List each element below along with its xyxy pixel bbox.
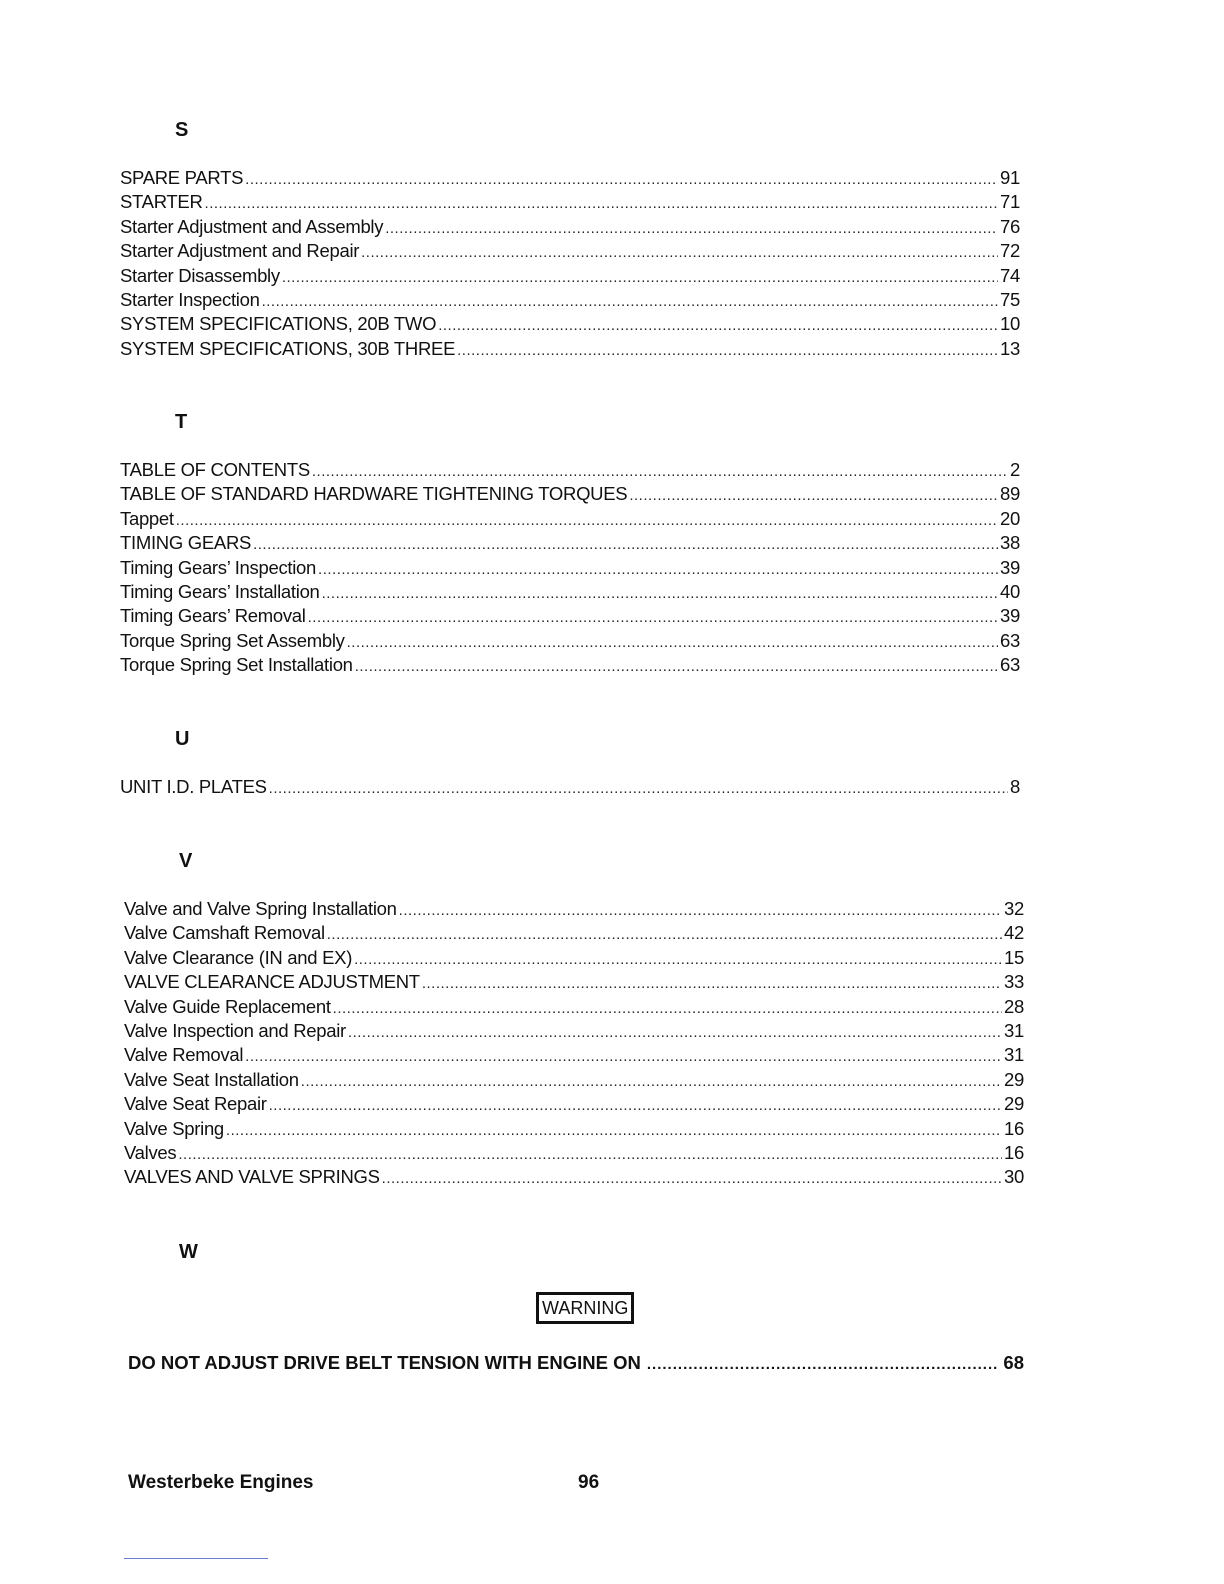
- entry-page: 2: [1010, 459, 1020, 480]
- entry-title: Valve Seat Repair: [124, 1093, 267, 1115]
- dot-leader: [348, 1019, 1002, 1045]
- entry-page: 63: [1000, 629, 1020, 651]
- entry-page: 15: [1004, 946, 1024, 968]
- entry-title: Starter Adjustment and Assembly: [120, 215, 384, 237]
- index-entry: [124, 897, 1024, 921]
- entry-list: [120, 775, 1020, 799]
- entry-title: Starter Disassembly: [120, 264, 280, 286]
- entry-page: 31: [1004, 1019, 1024, 1041]
- dot-leader: [318, 556, 998, 582]
- entry-page: 75: [1000, 288, 1020, 310]
- dot-leader: [245, 1043, 1002, 1069]
- dot-leader: [269, 1092, 1002, 1118]
- entry-page: 89: [1000, 483, 1020, 505]
- entry-page: 39: [1000, 605, 1020, 627]
- index-entry: [124, 1165, 1024, 1189]
- entry-title: Timing Gears’ Inspection: [120, 556, 317, 578]
- entry-title: Starter Inspection: [120, 288, 260, 310]
- section-letter: V: [179, 850, 193, 872]
- dot-leader: [354, 946, 1002, 972]
- dot-leader: [355, 653, 998, 679]
- entry-title: Valve Removal: [124, 1044, 244, 1066]
- dot-leader: [333, 995, 1002, 1021]
- entry-title: Valve Clearance (IN and EX): [124, 946, 353, 968]
- dot-leader: [226, 1117, 1002, 1143]
- entry-title: Valve Inspection and Repair: [124, 1019, 346, 1041]
- index-entry: [120, 775, 1020, 799]
- entry-title: Torque Spring Set Installation: [120, 654, 353, 676]
- dot-leader: [322, 580, 998, 606]
- entry-title: VALVE CLEARANCE ADJUSTMENT: [124, 971, 420, 993]
- entry-title: STARTER: [120, 191, 203, 213]
- entry-title: TABLE OF CONTENTS: [120, 459, 310, 480]
- index-entry: [124, 921, 1024, 945]
- entry-title: Torque Spring Set Assembly: [120, 629, 345, 651]
- entry-title: Timing Gears’ Installation: [120, 580, 320, 602]
- entry-title: SYSTEM SPECIFICATIONS, 30B THREE: [120, 337, 456, 359]
- dot-leader: [253, 531, 998, 557]
- warning-entry: [128, 1352, 1024, 1374]
- dot-leader: [647, 1352, 998, 1374]
- entry-page: 10: [1000, 313, 1020, 335]
- dot-leader: [347, 629, 998, 655]
- entry-title: Valves: [124, 1141, 177, 1163]
- index-entry: [124, 1068, 1024, 1092]
- entry-page: 16: [1004, 1117, 1024, 1139]
- index-entry: [120, 531, 1020, 555]
- entry-page: 13: [1000, 337, 1020, 359]
- entry-title: Timing Gears’ Removal: [120, 605, 306, 627]
- index-entry: [120, 166, 1020, 190]
- dot-leader: [327, 921, 1002, 947]
- index-section-t: [120, 410, 1020, 678]
- entry-title: Tappet: [120, 507, 174, 529]
- dot-leader: [282, 264, 998, 290]
- entry-page: 72: [1000, 240, 1020, 262]
- dot-leader: [176, 507, 998, 533]
- index-entry: [120, 580, 1020, 604]
- dot-leader: [262, 288, 998, 314]
- entry-title: SPARE PARTS: [120, 167, 244, 188]
- entry-page: 39: [1000, 556, 1020, 578]
- entry-list: [120, 458, 1020, 678]
- entry-page: 91: [1000, 167, 1020, 188]
- entry-title: Valve Seat Installation: [124, 1068, 299, 1090]
- entry-page: 29: [1004, 1068, 1024, 1090]
- footer-rule: [124, 1558, 268, 1559]
- dot-leader: [361, 239, 998, 265]
- index-entry: [124, 1019, 1024, 1043]
- dot-leader: [245, 166, 998, 192]
- entry-title: VALVES AND VALVE SPRINGS: [124, 1166, 380, 1188]
- entry-page: 28: [1004, 995, 1024, 1017]
- warning-badge: WARNING: [536, 1292, 634, 1324]
- index-entry: [120, 507, 1020, 531]
- dot-leader: [312, 458, 1008, 484]
- index-entry: [120, 190, 1020, 214]
- index-section-s: [120, 118, 1020, 361]
- dot-leader: [385, 215, 998, 241]
- dot-leader: [308, 604, 998, 630]
- entry-page: 30: [1004, 1166, 1024, 1188]
- entry-page: 29: [1004, 1093, 1024, 1115]
- entry-page: 68: [1003, 1352, 1024, 1373]
- entry-title: DO NOT ADJUST DRIVE BELT TENSION WITH ENGINE ON: [128, 1352, 641, 1373]
- entry-title: Valve Guide Replacement: [124, 995, 331, 1017]
- section-letter: T: [175, 411, 188, 433]
- index-entry: [120, 239, 1020, 263]
- dot-leader: [269, 775, 1008, 801]
- entry-title: TABLE OF STANDARD HARDWARE TIGHTENING TORQUES: [120, 483, 628, 505]
- index-entry: [120, 215, 1020, 239]
- index-entry: [120, 458, 1020, 482]
- index-entry: [124, 1092, 1024, 1116]
- section-letter: U: [175, 728, 190, 750]
- index-section-u: [120, 727, 1020, 799]
- section-letter: W: [179, 1241, 198, 1263]
- index-entry: [124, 970, 1024, 994]
- index-entry: [120, 288, 1020, 312]
- index-entry: [120, 629, 1020, 653]
- index-section-v: [124, 849, 1024, 1190]
- entry-page: 33: [1004, 971, 1024, 993]
- entry-page: 8: [1010, 776, 1020, 797]
- dot-leader: [438, 312, 998, 338]
- dot-leader: [382, 1165, 1002, 1191]
- entry-title: UNIT I.D. PLATES: [120, 776, 267, 797]
- index-entry: [120, 604, 1020, 628]
- entry-page: 16: [1004, 1141, 1024, 1163]
- dot-leader: [205, 190, 998, 216]
- entry-page: 31: [1004, 1044, 1024, 1066]
- index-entry: [124, 1117, 1024, 1141]
- entry-page: 20: [1000, 507, 1020, 529]
- section-letter: S: [175, 119, 189, 141]
- entry-title: TIMING GEARS: [120, 532, 252, 554]
- entry-title: Valve and Valve Spring Installation: [124, 898, 397, 919]
- index-entry: [120, 482, 1020, 506]
- dot-leader: [178, 1141, 1002, 1167]
- entry-title: Starter Adjustment and Repair: [120, 240, 360, 262]
- index-entry: [120, 312, 1020, 336]
- index-entry: [124, 946, 1024, 970]
- entry-list: [120, 166, 1020, 361]
- footer-page-number: 96: [578, 1472, 600, 1493]
- entry-page: 71: [1000, 191, 1020, 213]
- entry-page: 63: [1000, 654, 1020, 676]
- index-entry: [120, 264, 1020, 288]
- dot-leader: [457, 337, 998, 363]
- index-entry: [120, 653, 1020, 677]
- dot-leader: [422, 970, 1002, 996]
- entry-title: Valve Camshaft Removal: [124, 922, 325, 944]
- index-entry: [124, 995, 1024, 1019]
- index-entry: [120, 556, 1020, 580]
- dot-leader: [629, 482, 998, 508]
- dot-leader: [301, 1068, 1002, 1094]
- entry-page: 32: [1004, 898, 1024, 919]
- entry-page: 74: [1000, 264, 1020, 286]
- index-entry: [124, 1043, 1024, 1067]
- entry-page: 38: [1000, 532, 1020, 554]
- index-entry: [120, 337, 1020, 361]
- dot-leader: [399, 897, 1002, 923]
- entry-page: 76: [1000, 215, 1020, 237]
- entry-list: [124, 897, 1024, 1190]
- entry-page: 42: [1004, 922, 1024, 944]
- index-entry: [124, 1141, 1024, 1165]
- entry-title: Valve Spring: [124, 1117, 224, 1139]
- entry-page: 40: [1000, 580, 1020, 602]
- index-section-w: [124, 1240, 1024, 1264]
- entry-title: SYSTEM SPECIFICATIONS, 20B TWO: [120, 313, 437, 335]
- footer-company: Westerbeke Engines: [128, 1472, 314, 1493]
